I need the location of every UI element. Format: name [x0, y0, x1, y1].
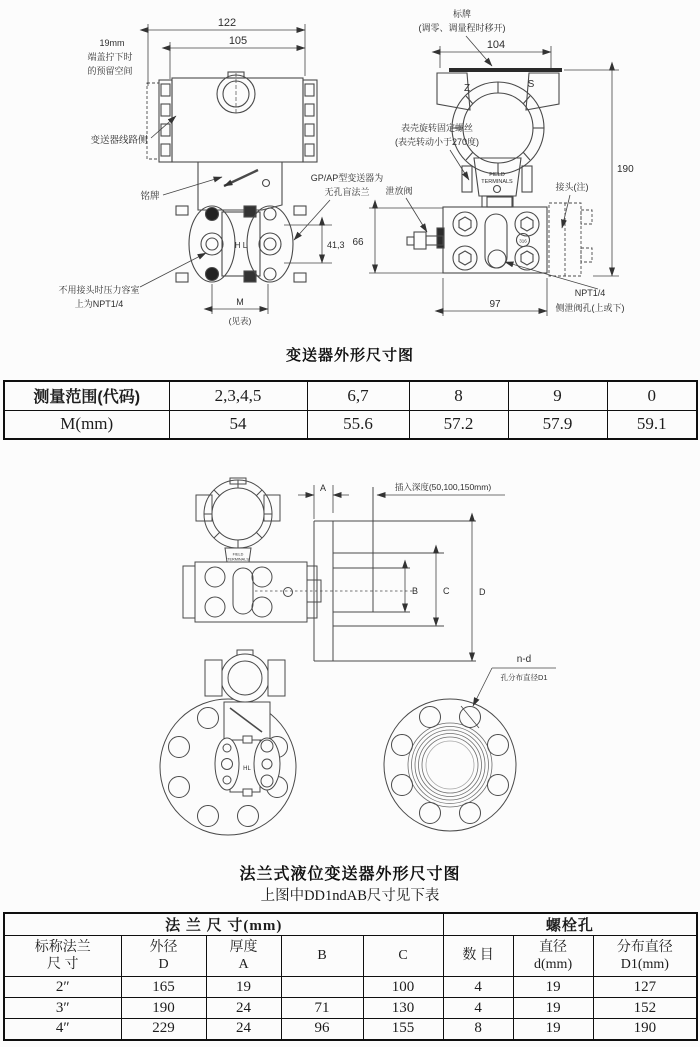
- transmitter-outline-figure: [0, 0, 700, 378]
- cell: [513, 936, 593, 977]
- header-line: C: [398, 948, 408, 964]
- label-hl-small: HL: [243, 766, 251, 772]
- header-line: 直径: [539, 939, 568, 955]
- header-line: 标称法兰: [34, 939, 91, 955]
- header-line: D: [158, 957, 169, 972]
- cell: [363, 936, 443, 977]
- label-terminals-small: TERMINALS: [227, 557, 249, 562]
- cell: [206, 936, 281, 977]
- figure1-title: 变送器外形尺寸图: [285, 347, 414, 364]
- cell: 3″: [4, 998, 121, 1019]
- label-blind-flange-2: 无孔盲法兰: [324, 187, 370, 197]
- cell: [281, 977, 363, 998]
- dim-d: D: [479, 587, 486, 597]
- cell: [593, 936, 697, 977]
- cell: 19: [513, 977, 593, 998]
- figure2-subtitle: 上图中DD1ndAB尺寸见下表: [260, 888, 440, 904]
- measuring-range-table: [3, 380, 698, 440]
- cell: 4″: [4, 1019, 121, 1040]
- cell: 24: [206, 1019, 281, 1040]
- label-field-small: FIELD: [232, 552, 244, 557]
- dim-b: B: [412, 586, 419, 596]
- header-line: B: [317, 948, 327, 964]
- label-case-screw-1: 表壳旋转固定螺丝: [400, 123, 474, 133]
- dim-a: A: [319, 483, 327, 493]
- cell: 229: [121, 1019, 206, 1040]
- cell: 59.1: [607, 410, 697, 439]
- dim-97: 97: [489, 299, 501, 310]
- cell: [4, 936, 121, 977]
- label-terminals: TERMINALS: [481, 179, 513, 185]
- header-line: A: [238, 957, 249, 972]
- flange-transmitter-figure: [0, 450, 700, 850]
- label-insertion-depth: 插入深度(50,100,150mm): [394, 482, 492, 492]
- header-line: D1(mm): [620, 957, 669, 972]
- cell: M(mm): [4, 410, 169, 439]
- label-blind-flange-1: GP/AP型变送器为: [310, 173, 384, 183]
- table-row: [4, 977, 697, 998]
- label-vent-valve: 泄放阀: [385, 186, 413, 196]
- cell: 6,7: [307, 381, 409, 410]
- dim-66: 66: [352, 237, 364, 248]
- cell: 8: [409, 381, 508, 410]
- cell: [443, 936, 513, 977]
- header-line: 尺 寸: [47, 957, 79, 972]
- label-s: S: [527, 79, 535, 90]
- dim-122: 122: [217, 17, 237, 29]
- header-line: 外径: [149, 939, 178, 955]
- dim-m: M: [236, 297, 244, 307]
- label-npt-chamber-1: 不用接头时压力容室: [58, 285, 140, 295]
- cell: 54: [169, 410, 307, 439]
- flange-front-view-with-transmitter: [160, 650, 296, 835]
- label-z: Z: [463, 83, 471, 94]
- cell: 190: [593, 1019, 697, 1040]
- label-npt-side-2: 侧泄阀孔(上或下): [555, 303, 625, 313]
- flange-dimension-table: [3, 912, 698, 1041]
- dim-190: 190: [617, 164, 634, 175]
- header-line: 分布直径: [616, 939, 673, 955]
- dim-105: 105: [228, 35, 248, 47]
- cell: 155: [363, 1019, 443, 1040]
- cell: 190: [121, 998, 206, 1019]
- cell: 127: [593, 977, 697, 998]
- cell: 100: [363, 977, 443, 998]
- cell-group-flange: 法 兰 尺 寸(mm): [4, 913, 443, 936]
- cell-group-bolt-holes: 螺栓孔: [443, 913, 697, 936]
- label-hl: H L: [234, 241, 248, 250]
- label-316: 316: [519, 238, 527, 244]
- label-reserve-2: 端盖拧下时: [87, 52, 133, 62]
- label-see-table: (见表): [228, 316, 252, 326]
- cell: 71: [281, 998, 363, 1019]
- cell: 152: [593, 998, 697, 1019]
- cell: 19: [513, 1019, 593, 1040]
- table-row: [4, 1019, 697, 1040]
- label-n-d: n-d: [516, 654, 532, 665]
- label-tag-plate-1: 标牌: [452, 9, 472, 19]
- dim-c: C: [443, 586, 450, 596]
- cell: 57.2: [409, 410, 508, 439]
- side-view-dimensions: [140, 24, 332, 314]
- table-row: [4, 410, 697, 439]
- cell: [281, 936, 363, 977]
- cell: 2,3,4,5: [169, 381, 307, 410]
- header-line: 厚度: [229, 939, 258, 955]
- dim-104: 104: [486, 39, 506, 51]
- cell: 8: [443, 1019, 513, 1040]
- table-row: [4, 381, 697, 410]
- label-reserve-3: 的预留空间: [87, 66, 133, 76]
- cell: [121, 936, 206, 977]
- label-case-screw-2: (表壳转动小于270度): [394, 137, 480, 147]
- label-tag-plate-2: (调零、调量程时移开): [418, 23, 506, 33]
- label-reserve-1: 19mm: [99, 38, 125, 48]
- flange-mount-side-view: [183, 478, 321, 622]
- flange-bolt-circle-view: [384, 699, 516, 831]
- header-line: d(mm): [534, 957, 573, 972]
- label-hole-circle-dia: 孔分布直径D1: [500, 673, 548, 682]
- label-npt-side-1: NPT1/4: [574, 288, 606, 298]
- label-field: FIELD: [489, 172, 505, 178]
- label-npt-chamber-2: 上为NPT1/4: [74, 299, 124, 309]
- cell: 9: [508, 381, 607, 410]
- cell: 165: [121, 977, 206, 998]
- insertion-schematic: [255, 487, 476, 661]
- cell: 4: [443, 977, 513, 998]
- cell: 0: [607, 381, 697, 410]
- cell: 19: [206, 977, 281, 998]
- cell: 测量范围(代码): [4, 381, 169, 410]
- cell: 24: [206, 998, 281, 1019]
- table-group-header-row: [4, 913, 697, 936]
- label-nameplate: 铭牌: [140, 191, 160, 202]
- label-joint: 接头(注): [555, 182, 589, 192]
- label-circuit-side: 变送器线路侧: [90, 135, 148, 146]
- cell: 96: [281, 1019, 363, 1040]
- cell: 2″: [4, 977, 121, 998]
- table-row: [4, 998, 697, 1019]
- cell: 19: [513, 998, 593, 1019]
- header-line: 数 目: [462, 948, 494, 964]
- cell: 130: [363, 998, 443, 1019]
- figure2-title: 法兰式液位变送器外形尺寸图: [239, 866, 461, 883]
- table-header-row: [4, 936, 697, 977]
- cell: 55.6: [307, 410, 409, 439]
- cell: 4: [443, 998, 513, 1019]
- insertion-dimensions: [298, 485, 505, 661]
- side-view-drawing: [147, 72, 317, 282]
- dim-41-3: 41,3: [327, 240, 345, 250]
- cell: 57.9: [508, 410, 607, 439]
